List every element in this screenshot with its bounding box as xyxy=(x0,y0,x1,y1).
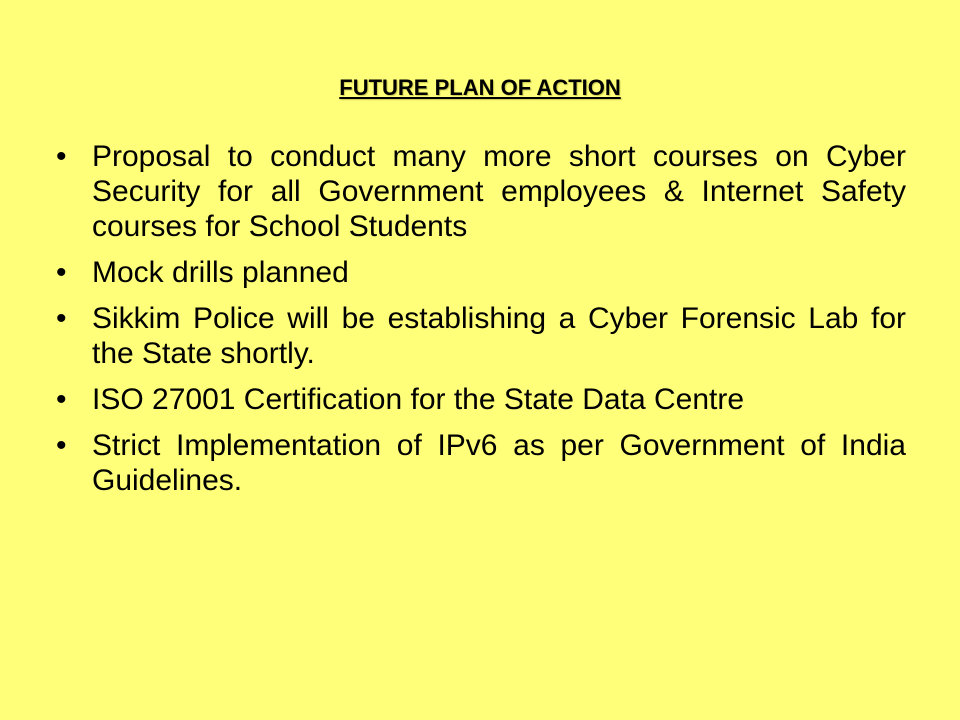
bullet-icon: • xyxy=(56,383,67,416)
bullet-icon: • xyxy=(56,256,67,289)
slide-title: FUTURE PLAN OF ACTION xyxy=(339,75,621,100)
bullet-list xyxy=(56,139,906,509)
bullet-icon: • xyxy=(56,140,67,173)
bullet-item xyxy=(56,139,906,244)
bullet-icon: • xyxy=(56,429,67,462)
bullet-icon: • xyxy=(56,302,67,335)
bullet-item xyxy=(56,255,906,290)
bullet-item xyxy=(56,301,906,371)
bullet-item xyxy=(56,382,906,417)
bullet-text: Proposal to conduct many more short courses on Cyber Security for all Government employees & Internet Safety courses for School Students xyxy=(92,140,906,243)
bullet-item xyxy=(56,428,906,498)
bullet-text: Strict Implementation of IPv6 as per Government of India Guidelines. xyxy=(92,429,906,497)
bullet-text: Sikkim Police will be establishing a Cyber Forensic Lab for the State shortly. xyxy=(92,302,906,370)
bullet-text: ISO 27001 Certification for the State Data Centre xyxy=(92,383,745,416)
bullet-text: Mock drills planned xyxy=(92,256,349,289)
